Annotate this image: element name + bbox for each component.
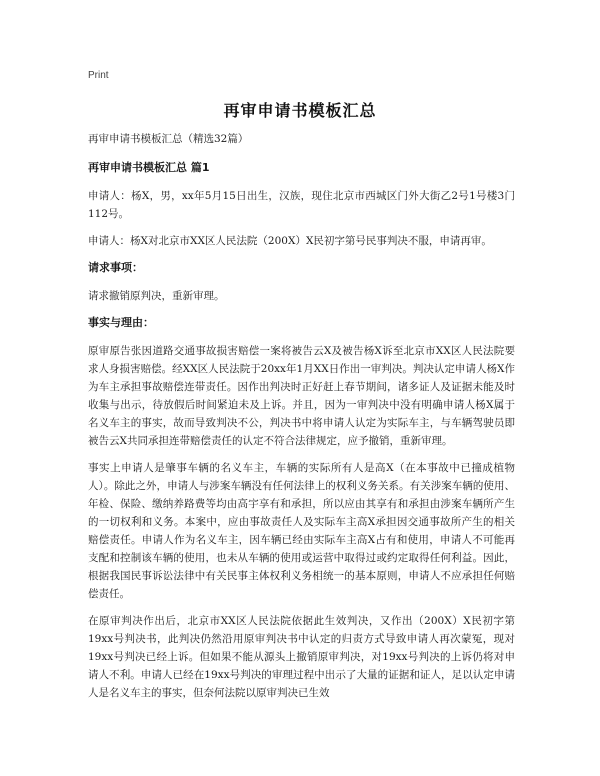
print-link[interactable]: Print — [88, 70, 109, 81]
claims-heading: 请求事项： — [88, 261, 143, 274]
facts-paragraph-3: 在原审判决作出后，北京市XX区人民法院依据此生效判决，又作出（200X）X民初字第19xx号判决书，此判决仍然沿用原审判决书中认定的归责方式导致申请人再次蒙冤，现对19xx号判决已经上诉。但如果不能从源头上撤销原审判决，对19xx号判决的上诉仍将对申请人不利。申请人已经在19xx号判决的审理过程中出示了大量的证据和证人，足以认定申请人是名义车主的事实，但奈何法院以原审判决已生效 — [88, 615, 515, 699]
facts-paragraph-2: 事实上申请人是肇事车辆的名义车主，车辆的实际所有人是高X（在本事故中已撞成植物人）。除此之外，申请人与涉案车辆没有任何法律上的权利义务关系。有关涉案车辆的使用、年检、保险、缴纳养路费等均由高宇享有和承担，所以应由其享有和承担由涉案车辆所产生的一切权利和义务。本案中，应由事故责任人及实际车主高X承担因交通事故所产生的相关赔偿责任。申请人作为名义车主，因车辆已经由实际车主高X占有和使用，申请人不可能再支配和控制该车辆的使用，也未从车辆的使用或运营中取得过或约定取得任何利益。因此，根据我国民事诉讼法律中有关民事主体权利义务相统一的基本原则，申请人不应承担任何赔偿责任。 — [88, 462, 515, 600]
page-title: 再审申请书模板汇总 — [223, 101, 377, 120]
facts-heading: 事实与理由： — [88, 316, 154, 329]
document-body — [88, 130, 515, 711]
section-heading: 再审申请书模板汇总 篇1 — [88, 161, 210, 174]
applicant-request-paragraph: 申请人：杨X对北京市XX区人民法院（200X）X民初字第号民事判决不服，申请再审。 — [88, 235, 492, 247]
document-intro: 再审申请书模板汇总（精选32篇） — [88, 133, 249, 145]
claims-paragraph: 请求撤销原判决，重新审理。 — [88, 290, 225, 302]
applicant-info-paragraph: 申请人：杨X，男，xx年5月15日出生，汉族，现住北京市西城区门外大街乙2号1号楼3门112号。 — [88, 190, 515, 220]
facts-paragraph-1: 原审原告张因道路交通事故损害赔偿一案将被告云X及被告杨X诉至北京市XX区人民法院要求人身损害赔偿。经XX区人民法院于20xx年1月XX日作出一审判决。判决认定申请人杨X作为车主承担事故赔偿连带责任。因作出判决时正好赶上春节期间，诸多证人及证据未能及时收集与出示，待放假后时间紧迫未及上诉。并且，因为一审判决中没有明确申请人杨X属于名义车主的事实，故而导致判决不公，判决书中将申请人认定为实际车主，与车辆驾驶员即被告云X共同承担连带赔偿责任的认定不符合法律规定，应予撤销，重新审理。 — [88, 345, 515, 447]
